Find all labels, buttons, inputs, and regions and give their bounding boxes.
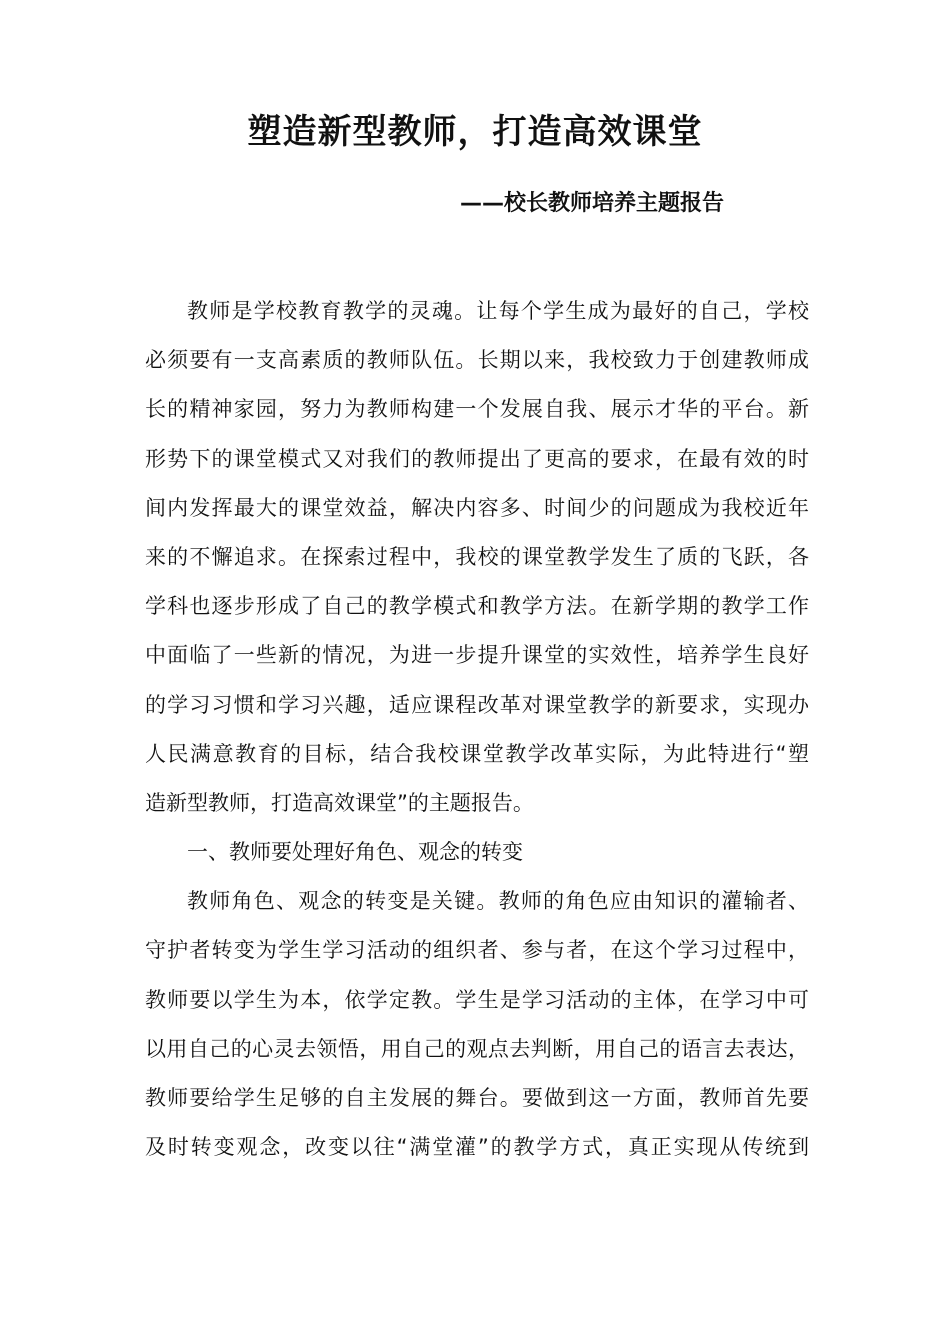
paragraph-line: 教师要以学生为本，依学定教。学生是学习活动的主体，在学习中可 bbox=[145, 987, 809, 1012]
paragraph-line: 教师要给学生足够的自主发展的舞台。要做到这一方面，教师首先要 bbox=[145, 1086, 809, 1110]
paragraph-line: 教师是学校教育教学的灵魂。让每个学生成为最好的自己，学校 bbox=[187, 299, 809, 323]
document-subtitle: ——校长教师培养主题报告 bbox=[460, 191, 725, 216]
document-body bbox=[145, 287, 809, 1172]
paragraph-line: 的学习习惯和学习兴趣，适应课程改革对课堂教学的新要求，实现办 bbox=[145, 692, 809, 717]
paragraph-line: 形势下的课堂模式又对我们的教师提出了更高的要求，在最有效的时 bbox=[145, 446, 809, 471]
paragraph-line: 间内发挥最大的课堂效益，解决内容多、时间少的问题成为我校近年 bbox=[145, 495, 809, 520]
paragraph-line: 来的不懈追求。在探索过程中，我校的课堂教学发生了质的飞跃，各 bbox=[145, 544, 809, 569]
section-heading: 一、教师要处理好角色、观念的转变 bbox=[187, 840, 523, 865]
paragraph-line: 教师角色、观念的转变是关键。教师的角色应由知识的灌输者、 bbox=[187, 889, 809, 914]
paragraph-line: 中面临了一些新的情况，为进一步提升课堂的实效性，培养学生良好 bbox=[145, 643, 809, 668]
paragraph-line: 学科也逐步形成了自己的教学模式和教学方法。在新学期的教学工作 bbox=[145, 594, 809, 619]
document-title: 塑造新型教师，打造高效课堂 bbox=[247, 112, 703, 152]
paragraph-line: 守护者转变为学生学习活动的组织者、参与者，在这个学习过程中， bbox=[145, 938, 809, 963]
paragraph-line: 人民满意教育的目标，结合我校课堂教学改革实际，为此特进行“塑 bbox=[145, 741, 809, 766]
paragraph-line: 必须要有一支高素质的教师队伍。长期以来，我校致力于创建教师成 bbox=[145, 348, 809, 373]
paragraph-line: 长的精神家园，努力为教师构建一个发展自我、展示才华的平台。新 bbox=[145, 397, 809, 422]
paragraph-line: 及时转变观念，改变以往“满堂灌”的教学方式，真正实现从传统到 bbox=[145, 1135, 809, 1160]
paragraph-line: 造新型教师，打造高效课堂”的主题报告。 bbox=[145, 790, 534, 815]
paragraph-line: 以用自己的心灵去领悟，用自己的观点去判断，用自己的语言去表达， bbox=[145, 1036, 809, 1061]
